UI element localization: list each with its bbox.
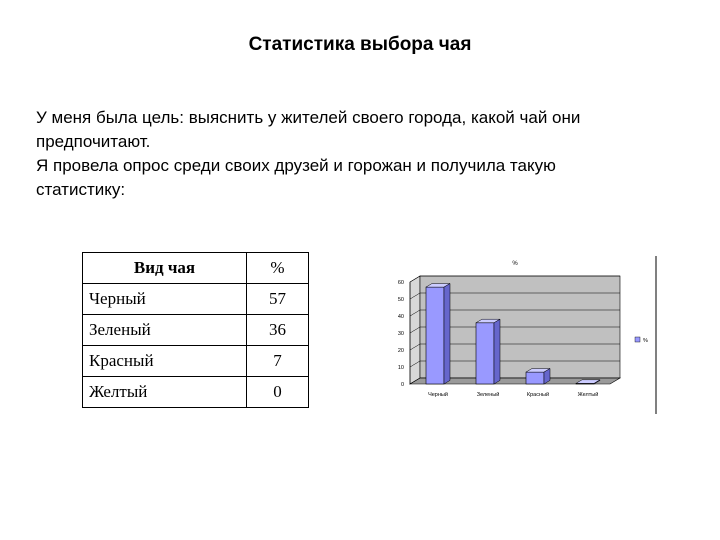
tea-stats-table bbox=[82, 252, 309, 408]
table-cell-name: Черный bbox=[83, 284, 247, 315]
column-header-tea-type: Вид чая bbox=[83, 253, 247, 284]
y-tick-label: 20 bbox=[397, 348, 404, 354]
table-header-row bbox=[83, 253, 309, 284]
legend-swatch bbox=[635, 337, 640, 342]
intro-line: статистику: bbox=[36, 180, 126, 199]
x-tick-label: Желтый bbox=[577, 392, 599, 398]
y-tick-label: 60 bbox=[397, 280, 404, 286]
bar bbox=[426, 287, 444, 384]
x-tick-label: Зеленый bbox=[476, 392, 500, 398]
bar bbox=[476, 323, 494, 384]
y-tick-label: 0 bbox=[400, 382, 404, 388]
table-cell-name: Желтый bbox=[83, 377, 247, 408]
bar bbox=[526, 372, 544, 384]
bar-side bbox=[494, 319, 500, 384]
y-tick-label: 50 bbox=[397, 297, 404, 303]
y-tick-label: 40 bbox=[397, 314, 404, 320]
table-cell-value: 36 bbox=[247, 315, 309, 346]
legend-label: % bbox=[643, 338, 648, 344]
table-cell-name: Красный bbox=[83, 346, 247, 377]
chart-title: % bbox=[512, 261, 518, 267]
bar-chart-svg bbox=[360, 252, 660, 417]
bar-side bbox=[444, 284, 450, 385]
x-tick-label: Красный bbox=[526, 392, 550, 398]
table-row bbox=[83, 346, 309, 377]
intro-line: У меня была цель: выяснить у жителей своего города, какой чай они bbox=[36, 108, 581, 127]
intro-text bbox=[36, 106, 696, 202]
table-row bbox=[83, 377, 309, 408]
table-row bbox=[83, 284, 309, 315]
intro-line: предпочитают. bbox=[36, 132, 151, 151]
y-tick-label: 30 bbox=[397, 331, 404, 337]
intro-line: Я провела опрос среди своих друзей и горожан и получила такую bbox=[36, 156, 556, 175]
table-row bbox=[83, 315, 309, 346]
page-title: Статистика выбора чая bbox=[248, 34, 472, 55]
bar-chart bbox=[360, 252, 660, 417]
x-tick-label: Черный bbox=[428, 392, 448, 398]
y-tick-label: 10 bbox=[397, 365, 404, 371]
table-cell-value: 57 bbox=[247, 284, 309, 315]
table-cell-name: Зеленый bbox=[83, 315, 247, 346]
column-header-percent: % bbox=[247, 253, 309, 284]
table-cell-value: 7 bbox=[247, 346, 309, 377]
table-cell-value: 0 bbox=[247, 377, 309, 408]
